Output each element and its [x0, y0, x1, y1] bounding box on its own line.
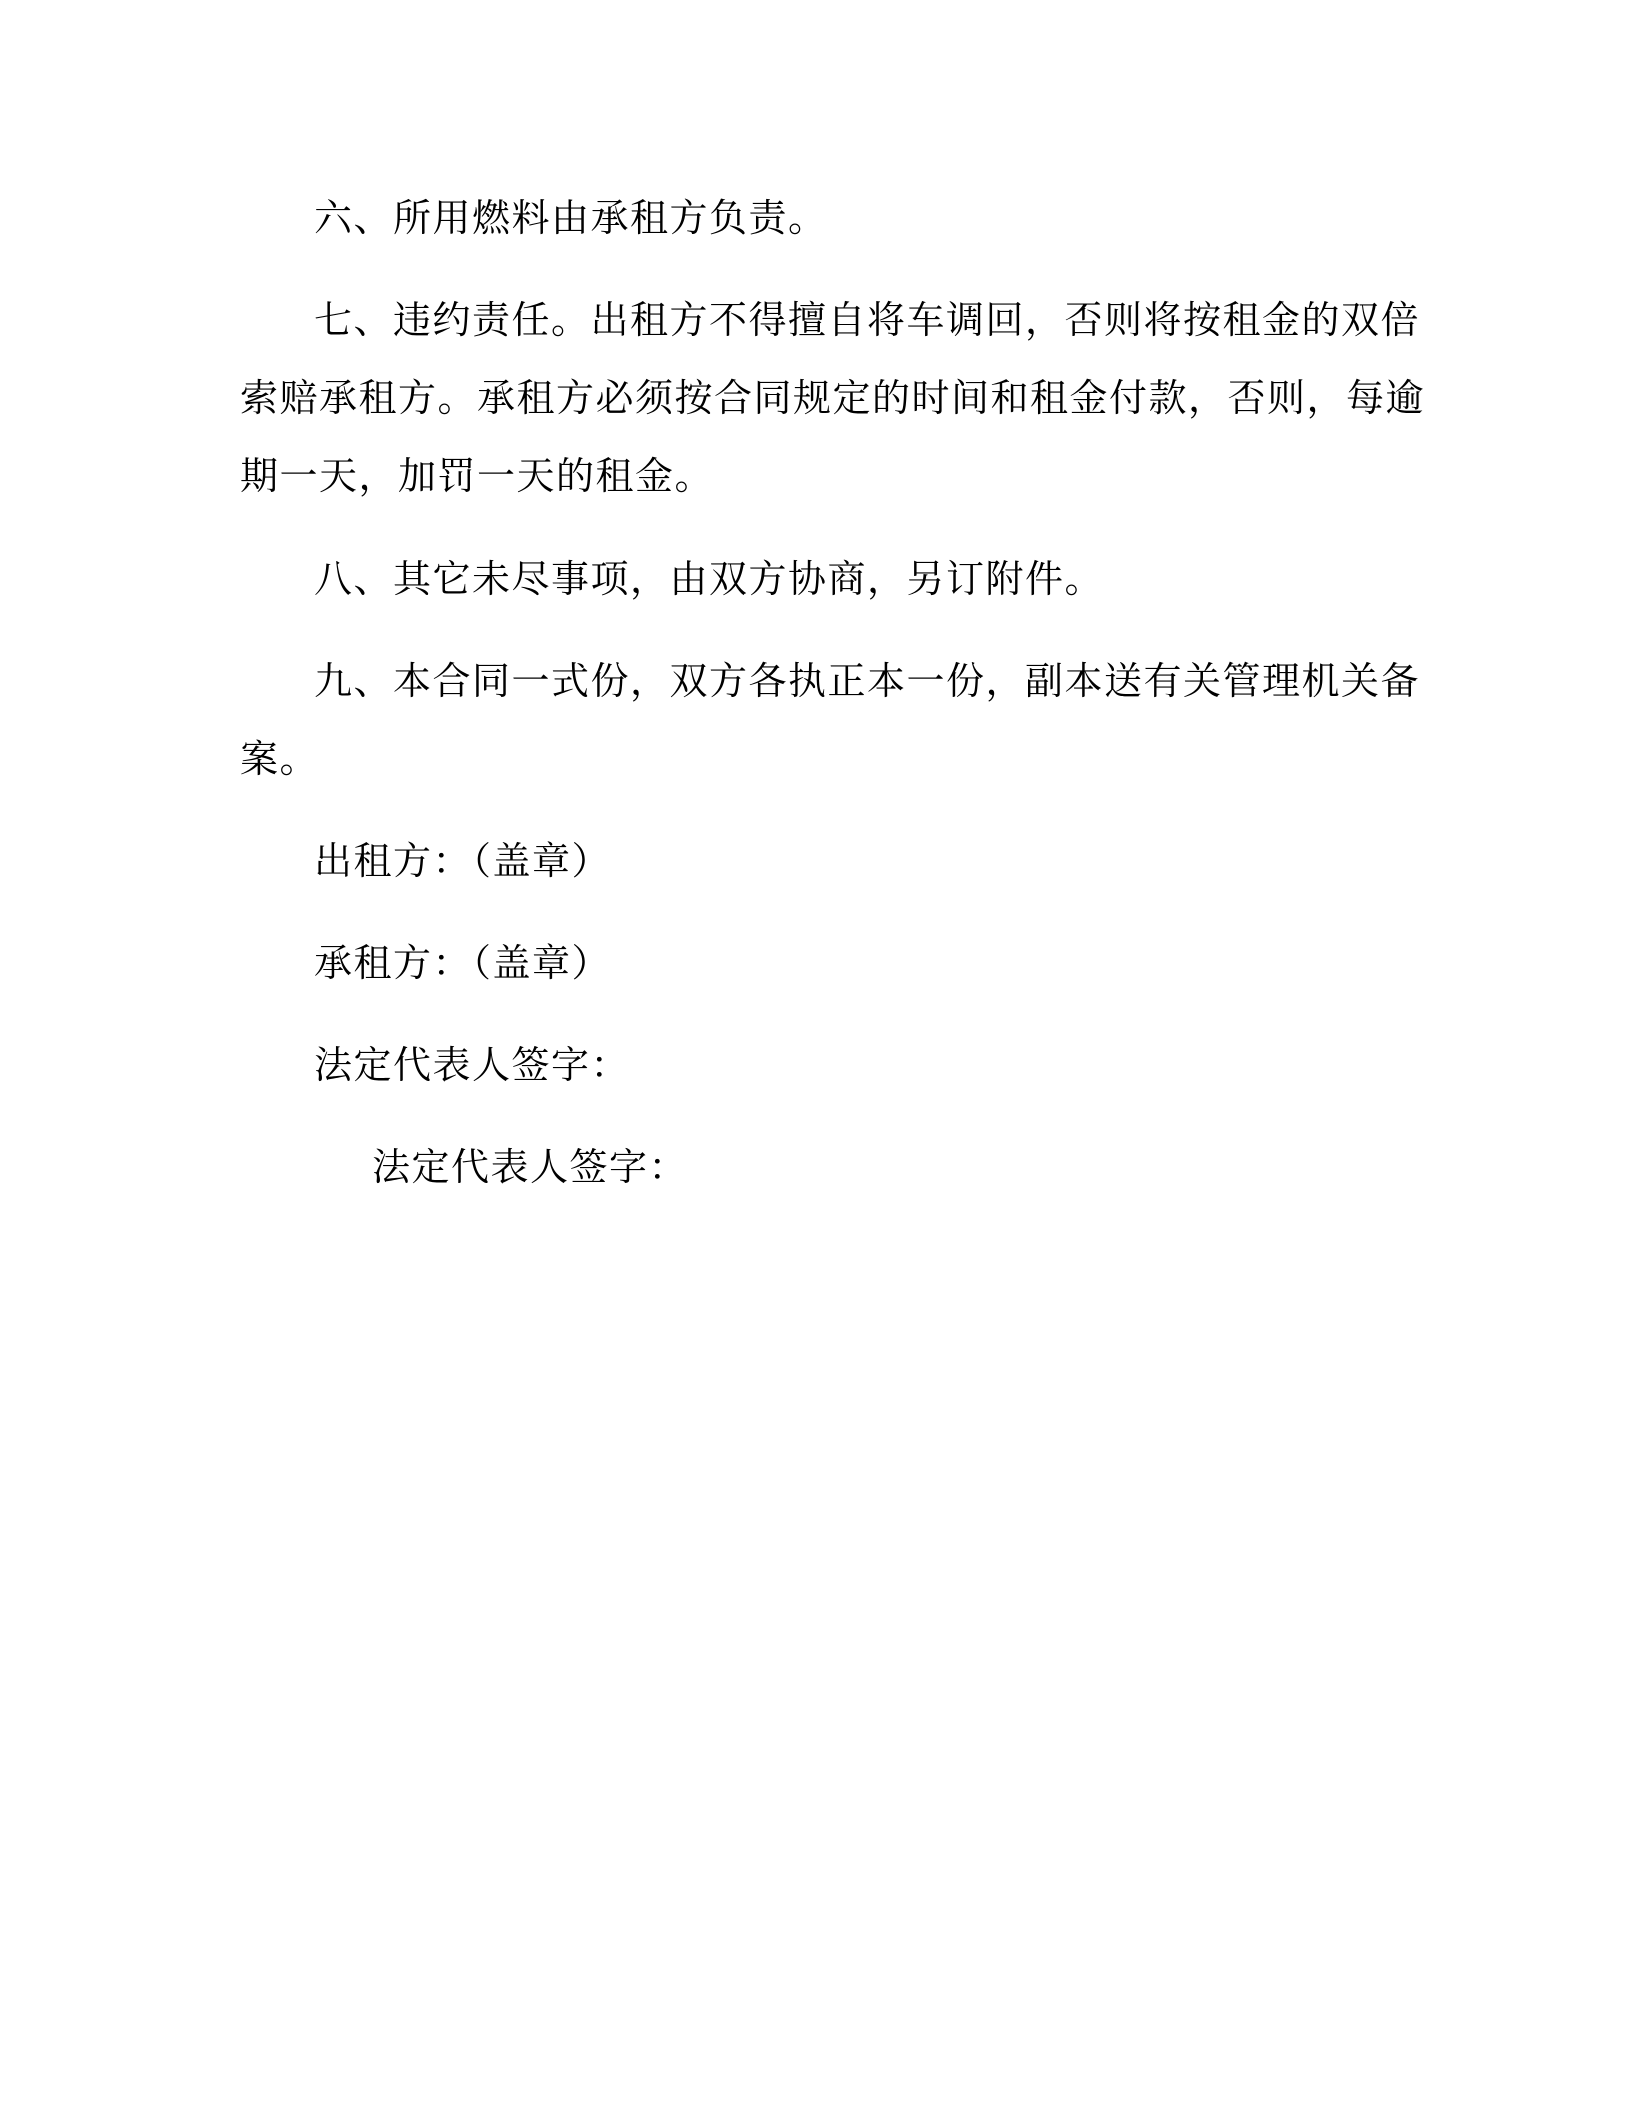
- clause-six: 六、所用燃料由承租方负责。: [314, 196, 828, 240]
- clause-seven-line-2: 索赔承租方。承租方必须按合同规定的时间和租金付款，否则，每逾: [240, 376, 1426, 420]
- clause-seven-line-1: 七、违约责任。出租方不得擅自将车调回，否则将按租金的双倍: [314, 298, 1421, 342]
- legal-rep-signature-line-1: 法定代表人签字：: [314, 1043, 631, 1087]
- legal-rep-signature-line-2: 法定代表人签字：: [372, 1145, 689, 1189]
- clause-nine-line-2: 案。: [240, 737, 320, 781]
- clause-seven-line-3: 期一天，加罚一天的租金。: [240, 454, 715, 498]
- lessee-signature-line: 承租方：（盖章）: [314, 941, 612, 985]
- lessor-signature-line: 出租方：（盖章）: [314, 839, 612, 883]
- clause-eight: 八、其它未尽事项，由双方协商，另订附件。: [314, 557, 1105, 601]
- clause-nine-line-1: 九、本合同一式份，双方各执正本一份，副本送有关管理机关备: [314, 659, 1421, 703]
